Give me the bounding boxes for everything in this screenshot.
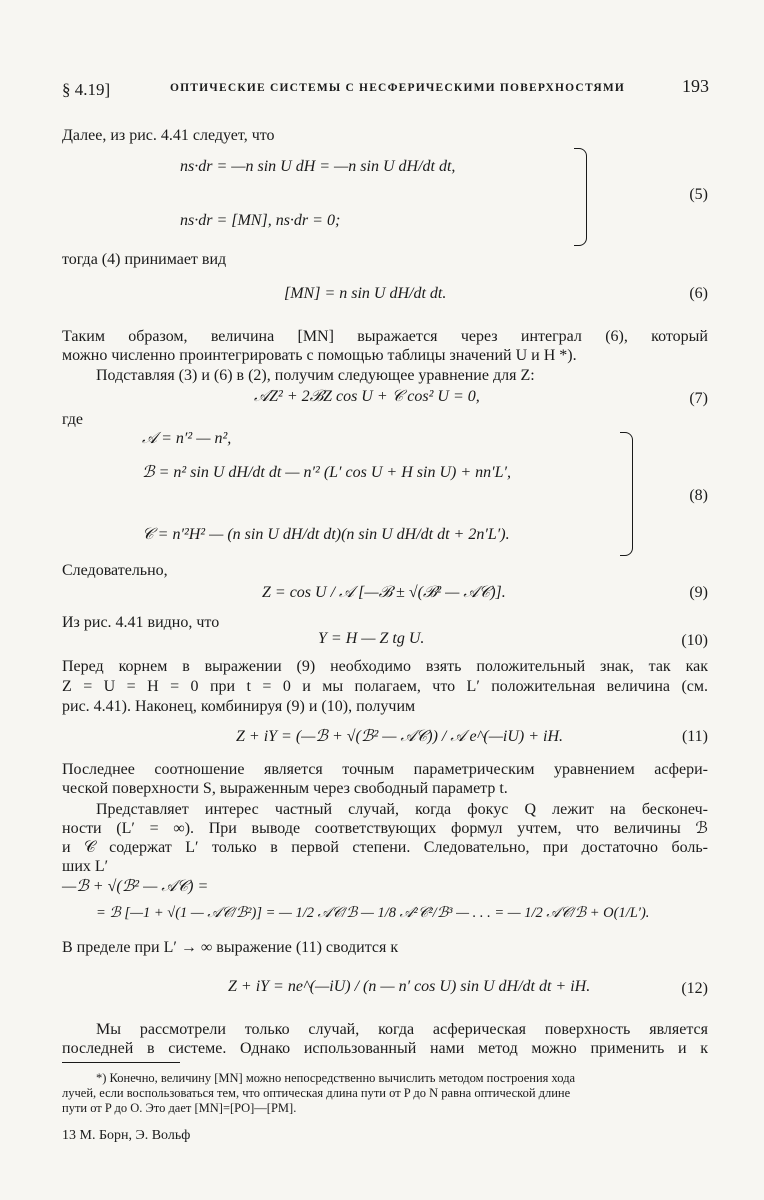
equation-6-number: (6) [689, 285, 708, 302]
paragraph-therefore: Следовательно, [62, 562, 168, 579]
equation-expansion-line-1: —ℬ + √(ℬ² — 𝒜𝒞) = [62, 878, 209, 895]
equation-expansion-line-2: = ℬ [—1 + √(1 — 𝒜𝒞/ℬ²)] = — 1/2 𝒜𝒞/ℬ — 1/8 𝒜²𝒞²/ℬ³ — . . . = — 1/2 𝒜𝒞/ℬ + O(1/L′). [96, 905, 650, 921]
paragraph-substituting: Подставляя (3) и (6) в (2), получим следующее уравнение для Z: [96, 367, 535, 384]
equation-5-brace [574, 148, 587, 246]
footnote-line-1: *) Конечно, величину [MN] можно непосредственно вычислить методом построения хода [96, 1071, 576, 1085]
equation-7-number: (7) [689, 390, 708, 407]
paragraph-sign-line-1: Перед корнем в выражении (9) необходимо взять положительный знак, так как [62, 658, 708, 675]
paragraph-exact-line-2: ческой поверхности S, выраженным через свободный параметр t. [62, 780, 508, 797]
footnote-line-2: лучей, если воспользоваться тем, что оптическая длина пути от P до N равна оптической длине [62, 1086, 571, 1100]
paragraph-limit: В пределе при L′ → ∞ выражение (11) сводится к [62, 939, 399, 956]
equation-6: [MN] = n sin U dH/dt dt. [284, 285, 447, 302]
equation-9-number: (9) [689, 584, 708, 601]
page-number: 193 [682, 76, 709, 96]
paragraph-special-line-3: и 𝒞 содержат L′ только в первой степени. Следовательно, при достаточно боль- [62, 839, 708, 856]
section-number: § 4.19] [62, 80, 111, 99]
equation-12: Z + iY = ne^(—iU) / (n — n′ cos U) sin U dH/dt dt + iH. [228, 978, 591, 995]
equation-8-brace [620, 432, 633, 556]
footnote-line-3: пути от P до O. Это дает [MN]=[PO]—[PM]. [62, 1101, 297, 1115]
paragraph-conclusion-line-2: последней в системе. Однако использованный нами метод можно применить и к [62, 1040, 708, 1057]
equation-7: 𝒜Z² + 2ℬZ cos U + 𝒞 cos² U = 0, [254, 388, 480, 405]
footnote-divider [62, 1062, 180, 1063]
paragraph-special-line-1: Представляет интерес частный случай, когда фокус Q лежит на бесконеч- [96, 801, 708, 818]
printer-signature: 13 М. Борн, Э. Вольф [62, 1128, 191, 1143]
equation-5-line-1: ns·dr = —n sin U dH = —n sin U dH/dt dt, [180, 158, 456, 175]
paragraph-then: тогда (4) принимает вид [62, 251, 227, 268]
equation-8-number: (8) [689, 487, 708, 504]
equation-11: Z + iY = (—ℬ + √(ℬ² — 𝒜𝒞)) / 𝒜 e^(—iU) + iH. [236, 728, 564, 745]
paragraph-sign-line-3: рис. 4.41). Наконец, комбинируя (9) и (10), получим [62, 698, 416, 715]
paragraph-sign-line-2: Z = U = H = 0 при t = 0 и мы полагаем, что L′ положительная величина (см. [62, 678, 708, 695]
equation-12-number: (12) [681, 980, 708, 997]
equation-9: Z = cos U / 𝒜 [—ℬ ± √(ℬ² — 𝒜𝒞)]. [262, 584, 506, 601]
paragraph-conclusion-line-1: Мы рассмотрели только случай, когда асферическая поверхность является [96, 1021, 708, 1038]
equation-8-c: 𝒞 = n′²H² — (n sin U dH/dt dt)(n sin U dH/dt dt + 2n′L′). [142, 526, 510, 543]
equation-8-a: 𝒜 = n′² — n², [142, 430, 232, 447]
paragraph-special-line-4: ших L′ [62, 858, 109, 875]
equation-10-number: (10) [681, 632, 708, 649]
paragraph-mn-line-1: Таким образом, величина [MN] выражается через интеграл (6), который [62, 328, 708, 345]
paragraph-intro: Далее, из рис. 4.41 следует, что [62, 127, 275, 144]
paragraph-exact-line-1: Последнее соотношение является точным параметрическим уравнением асфери- [62, 761, 708, 778]
equation-11-number: (11) [681, 728, 708, 745]
paragraph-special-line-2: ности (L′ = ∞). При выводе соответствующих формул учтем, что величины ℬ [62, 820, 708, 837]
equation-5-line-2: ns·dr = [MN], ns·dr = 0; [180, 212, 341, 229]
paragraph-from-figure: Из рис. 4.41 видно, что [62, 614, 220, 631]
paragraph-mn-line-2: можно численно проинтегрировать с помощью таблицы значений U и H *). [62, 347, 577, 364]
word-where: где [62, 411, 84, 428]
equation-10: Y = H — Z tg U. [318, 630, 425, 647]
equation-8-b: ℬ = n² sin U dH/dt dt — n′² (L′ cos U + H sin U) + nn′L′, [142, 464, 512, 481]
running-title: ОПТИЧЕСКИЕ СИСТЕМЫ С НЕСФЕРИЧЕСКИМИ ПОВЕРХНОСТЯМИ [170, 82, 626, 94]
equation-5-number: (5) [689, 186, 708, 203]
